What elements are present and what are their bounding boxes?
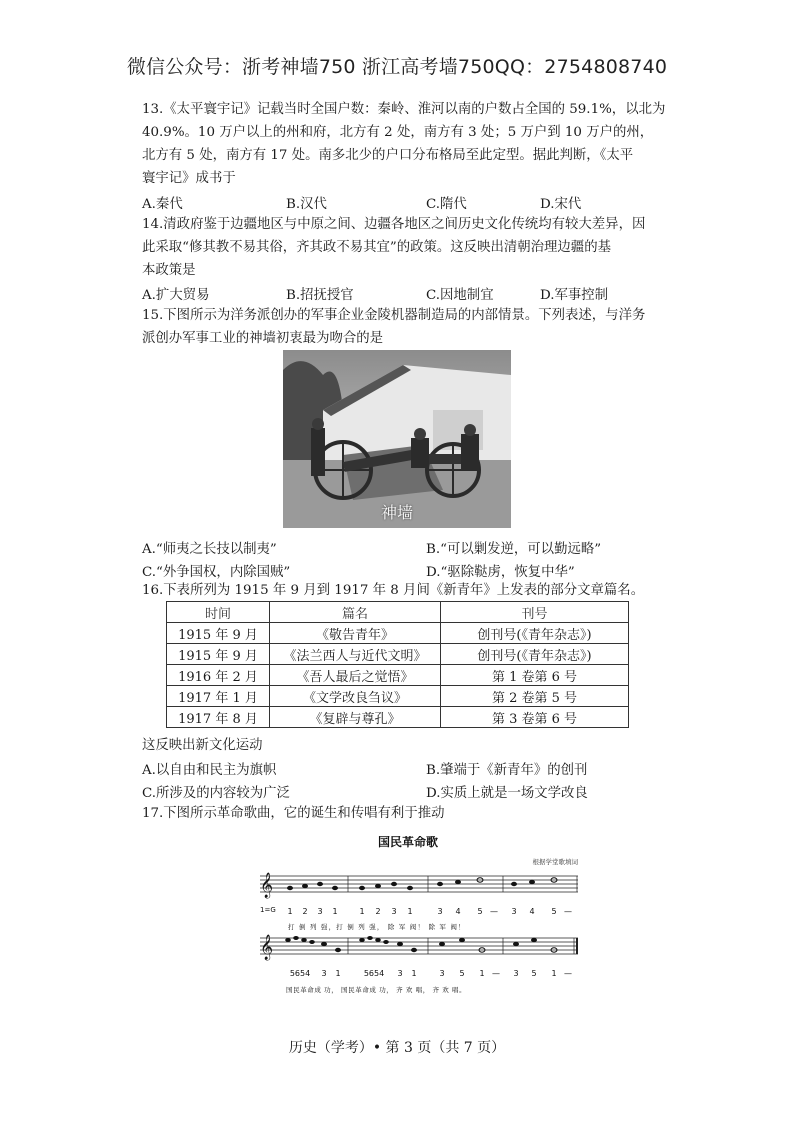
page-header: 微信公众号：浙考神墙750 浙江高考墙750QQ：2754808740 xyxy=(126,56,668,78)
jianpu-number: 5654 xyxy=(363,969,385,978)
arsenal-photo xyxy=(283,350,511,528)
jianpu-number: — xyxy=(564,907,572,916)
q15-option-d[interactable]: D.“驱除鞑虏，恢复中华” xyxy=(426,565,575,580)
table-cell: 第 1 卷第 6 号 xyxy=(441,665,629,686)
music-score xyxy=(258,836,578,1001)
q14-option-b[interactable]: B.招抚授官 xyxy=(286,288,354,303)
jianpu-number: 5 xyxy=(459,969,465,978)
jianpu-number: 5 xyxy=(477,907,483,916)
question-text-line: 14.清政府鉴于边疆地区与中原之间、边疆各地区之间历史文化传统均有较大差异，因 xyxy=(142,217,646,232)
table-row xyxy=(167,644,629,665)
table-cell: 1916 年 2 月 xyxy=(167,665,270,686)
table-cell: 1917 年 8 月 xyxy=(167,707,270,728)
jianpu-number: 1 xyxy=(287,907,293,916)
jianpu-number: 1 xyxy=(551,969,557,978)
jianpu-number: 3 xyxy=(511,907,517,916)
question-text-line: 寰宇记》成书于 xyxy=(142,171,236,186)
table-cell: 创刊号(《青年杂志》) xyxy=(441,644,629,665)
jianpu-number: 4 xyxy=(455,907,461,916)
table-cell: 创刊号(《青年杂志》) xyxy=(441,623,629,644)
table-cell: 1917 年 1 月 xyxy=(167,686,270,707)
table-row xyxy=(167,686,629,707)
q13-option-d[interactable]: D.宋代 xyxy=(540,197,582,212)
q13-option-c[interactable]: C.隋代 xyxy=(426,197,467,212)
question-13 xyxy=(142,98,682,190)
jianpu-number: 3 xyxy=(317,907,323,916)
table-row xyxy=(167,623,629,644)
question-text-line: 13.《太平寰宇记》记载当时全国户数：秦岭、淮河以南的户数占全国的 59.1%，以北为 xyxy=(142,102,666,117)
q16-option-d[interactable]: D.实质上就是一场文学改良 xyxy=(426,786,588,801)
table-header-row xyxy=(167,602,629,623)
table-header: 刊号 xyxy=(441,602,629,623)
jianpu-number: 1 xyxy=(411,969,417,978)
jianpu-number: 2 xyxy=(375,907,381,916)
table-cell: 第 3 卷第 6 号 xyxy=(441,707,629,728)
q15-option-c[interactable]: C.“外争国权，内除国贼” xyxy=(142,565,291,580)
jianpu-number: 3 xyxy=(391,907,397,916)
score-note: 根据学堂歌填词 xyxy=(532,858,578,866)
jianpu-number: — xyxy=(564,969,572,978)
score-lyrics-row2: 国民革命成 功， 国民革命成 功， 齐 欢 唱， 齐 欢 唱。 xyxy=(286,986,467,994)
q16-option-a[interactable]: A.以自由和民主为旗帜 xyxy=(142,763,277,778)
jianpu-number: 3 xyxy=(439,969,445,978)
question-14 xyxy=(142,213,682,282)
question-15 xyxy=(142,304,682,350)
jianpu-number: 1 xyxy=(407,907,413,916)
table-cell: 第 2 卷第 5 号 xyxy=(441,686,629,707)
table-cell: 《复辟与尊孔》 xyxy=(270,707,441,728)
table-row xyxy=(167,665,629,686)
jianpu-number: 1 xyxy=(479,969,485,978)
q14-option-d[interactable]: D.军事控制 xyxy=(540,288,609,303)
table-row xyxy=(167,707,629,728)
question-text-line: 此采取“修其教不易其俗，齐其政不易其宜”的政策。这反映出清朝治理边疆的基 xyxy=(142,240,611,255)
table-cell: 1915 年 9 月 xyxy=(167,644,270,665)
jianpu-number: 3 xyxy=(397,969,403,978)
jianpu-number: 5 xyxy=(551,907,557,916)
jianpu-number: 1 xyxy=(335,969,341,978)
jianpu-number: 3 xyxy=(321,969,327,978)
question-text-line: 40.9%。10 万户以上的州和府，北方有 2 处，南方有 3 处；5 万户到 10 万户的州， xyxy=(142,125,654,140)
jianpu-number: — xyxy=(490,907,498,916)
q16-option-b[interactable]: B.肇端于《新青年》的创刊 xyxy=(426,763,588,778)
q15-option-b[interactable]: B.“可以剿发逆，可以勤远略” xyxy=(426,542,602,557)
score-lyrics-row1: 打 倒 列 强，打 倒 列 强， 除 军 阀！ 除 军 阀！ xyxy=(288,923,466,931)
table-cell: 《文学改良刍议》 xyxy=(270,686,441,707)
jianpu-number: 1 xyxy=(359,907,365,916)
question-text-line: 北方有 5 处，南方有 17 处。南多北少的户口分布格局至此定型。据此判断，《太平 xyxy=(142,148,634,163)
q16-option-c[interactable]: C.所涉及的内容较为广泛 xyxy=(142,786,290,801)
q14-option-a[interactable]: A.扩大贸易 xyxy=(142,288,210,303)
page-footer: 历史（学考）• 第 3 页（共 7 页） xyxy=(288,1040,506,1056)
photo-caption: 神墙 xyxy=(380,503,413,522)
question-text-line: 15.下图所示为洋务派创办的军事企业金陵机器制造局的内部情景。下列表述，与洋务 xyxy=(142,308,646,323)
q14-option-c[interactable]: C.因地制宜 xyxy=(426,288,494,303)
table-header: 时间 xyxy=(167,602,270,623)
table-header: 篇名 xyxy=(270,602,441,623)
jianpu-number: 2 xyxy=(302,907,308,916)
table-cell: 1915 年 9 月 xyxy=(167,623,270,644)
question-text-line: 派创办军事工业的神墙初衷最为吻合的是 xyxy=(142,331,384,346)
q15-option-a[interactable]: A.“师夷之长技以制夷” xyxy=(142,542,277,557)
jianpu-number: 5654 xyxy=(289,969,311,978)
jianpu-number: 4 xyxy=(529,907,535,916)
question-16-intro: 16.下表所列为 1915 年 9 月到 1917 年 8 月间《新青年》上发表的部分文章篇名。 xyxy=(142,583,645,598)
jianpu-number: — xyxy=(492,969,500,978)
svg-text:𝄞: 𝄞 xyxy=(260,873,274,898)
score-key: 1=G xyxy=(260,906,276,914)
question-16-stem: 这反映出新文化运动 xyxy=(142,738,263,753)
table-cell: 《敬告青年》 xyxy=(270,623,441,644)
score-title: 国民革命歌 xyxy=(377,836,439,849)
articles-table xyxy=(166,601,629,728)
svg-text:𝄞: 𝄞 xyxy=(260,935,274,960)
question-text-line: 本政策是 xyxy=(142,263,196,278)
jianpu-number: 5 xyxy=(531,969,537,978)
q13-option-a[interactable]: A.秦代 xyxy=(142,197,183,212)
jianpu-number: 3 xyxy=(437,907,443,916)
q13-option-b[interactable]: B.汉代 xyxy=(286,197,327,212)
table-cell: 《吾人最后之觉悟》 xyxy=(270,665,441,686)
table-cell: 《法兰西人与近代文明》 xyxy=(270,644,441,665)
jianpu-number: 3 xyxy=(513,969,519,978)
question-17-stem: 17.下图所示革命歌曲，它的诞生和传唱有利于推动 xyxy=(142,806,445,821)
jianpu-number: 1 xyxy=(332,907,338,916)
